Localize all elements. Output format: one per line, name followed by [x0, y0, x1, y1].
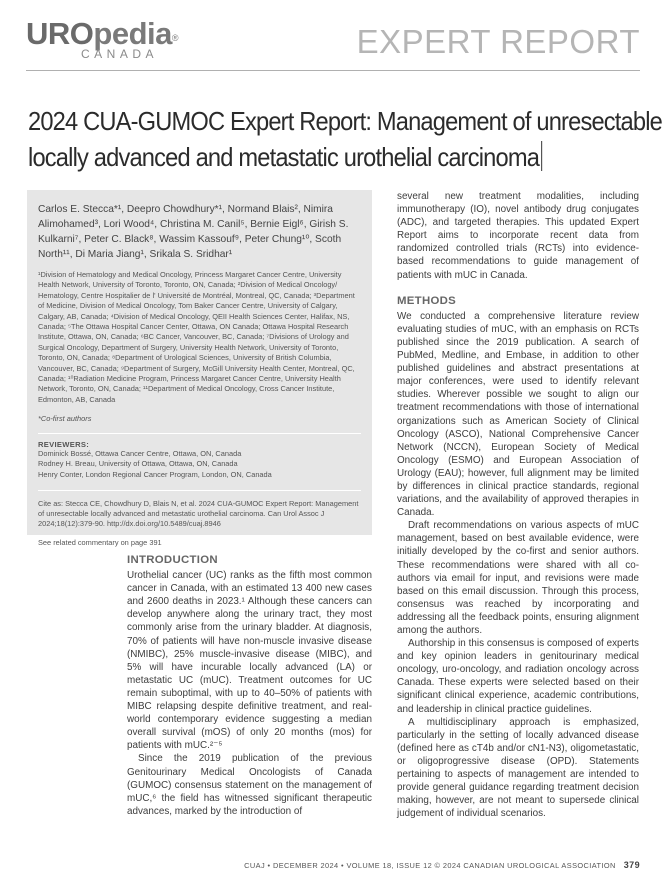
uropedia-logo[interactable] [26, 18, 178, 60]
methods-paragraph: We conducted a comprehensive literature review evaluating studies of mUC, with an emphasis on RCTs published since the 2019 publication. A search of PubMed, Medline, and Embase, in addition to other published guidelines and abstract presentations at major conferences, were used to identify relevant studies. Wherever possible we sought to align our treatment recommendations with those of international organizations such as American Society of Clinical Oncology (ASCO), National Comprehensive Cancer Network (NCCN), European Society of Medical Oncology (ESMO) and European Association of Urology (EAU); however, full alignment may be limited by differences in clinical practice standards, regional variations, and the availability of approved therapies in Canada. [397, 310, 639, 519]
title-line-2 [28, 139, 583, 175]
page-number: 379 [623, 860, 640, 870]
logo-registered-mark: ® [171, 33, 178, 43]
footer-journal-info: CUAJ • DECEMBER 2024 • VOLUME 18, ISSUE 12 © 2024 CANADIAN UROLOGICAL ASSOCIATION [244, 861, 616, 870]
reviewers-heading: REVIEWERS: [38, 440, 90, 450]
intro-paragraph: Since the 2019 publication of the previous Genitourinary Medical Oncologists of Canada (GUMOC) consensus statement on the management of mUC,⁶ the field has witnessed significant therapeutic advances, marked by the introduction of [127, 753, 372, 817]
methods-heading: METHODS [397, 294, 457, 307]
introduction-heading: INTRODUCTION [127, 554, 218, 566]
title-line-1: 2024 CUA-GUMOC Expert Report: Management of unresectable [28, 106, 663, 136]
author-info-box [27, 190, 372, 547]
reviewer-item: Rodney H. Breau, University of Ottawa, Ottawa, ON, Canada [38, 459, 238, 469]
section-label: EXPERT REPORT [356, 23, 640, 60]
affiliations: ¹Division of Hematology and Medical Oncology, Princess Margaret Cancer Centre, University Health Network, University of Toronto, Toronto, ON, Canada; ²Division of Medical Oncology/ Hematology, Centre Hospitalier de l' Université de Montréal, Montreal, QC, Canada; ³Department of Medicine, Division of Medical Oncology, Tom Baker Cancer Centre, University of Calgary, Calgary, AB, Canada; ⁴Division of Medical Oncology, QEII Health Sciences Center, Halifax, NS, Canada; ⁵The Ottawa Hospital Cancer Center, Ottawa, ON Canada; Ottawa Hospital Research Institute, Ottawa, ON, Canada; ⁶BC Cancer, Vancouver, BC, Canada; ⁷Divisions of Urology and Surgical Oncology, Department of Surgery, University Health Network, University of Toronto, Toronto, ON, Canada; ⁸Department of Urological Sciences, University of British Columbia, Vancouver, BC, Canada; ⁹Department of Surgery, McGill University Health Center, Montreal, QC, Canada; ¹⁰Radiation Medicine Program, Princess Margaret Cancer Centre, University Health Network, Toronto, ON, Canada; ¹¹Department of Medical Oncology, Cross Cancer Institute, Edmonton, AB, Canada [38, 270, 355, 404]
logo-pedia: pedia [93, 16, 172, 51]
introduction-column [127, 554, 372, 818]
reviewer-item: Dominick Bossé, Ottawa Cancer Centre, Ottawa, ON, Canada [38, 449, 242, 459]
page-footer [244, 860, 640, 870]
right-column [397, 190, 639, 820]
co-first-note: *Co-first authors [38, 414, 92, 424]
sidebar-divider [38, 490, 361, 491]
methods-paragraph: Draft recommendations on various aspects of mUC management, based on best available evidence, were initially developed by the co-first and senior authors. These recommendations were shared with all co-authors via email for input, and revisions were made based on this email discussion. Through this process, consensus was reached by incorporating and addressing all the feedback points, ensuring alignment among the authors. [397, 520, 639, 636]
article-title [28, 103, 663, 175]
header-divider [26, 70, 640, 71]
methods-paragraph: A multidisciplinary approach is emphasized, particularly in the setting of locally advanced disease (defined here as cT4b and/or cN1-N3), oligometastatic, or oligoprogressive disease (OPD). Statements pertaining to aspects of management are intended to provide general guidance regarding treatment decision making, however, are not meant to supersede clinical judgement of individual scenarios. [397, 716, 639, 820]
methods-paragraph: Authorship in this consensus is composed of experts and key opinion leaders in genitourinary medical oncology, uro-oncology, and radiation oncology across Canada. These experts were selected based on their significant clinical experience, academic contributions, and leadership in clinical practice guidelines. [397, 638, 639, 715]
page-header [0, 0, 663, 80]
logo-subtitle: CANADA [81, 47, 159, 61]
related-commentary-link[interactable]: See related commentary on page 391 [38, 537, 162, 547]
intro-continued-paragraph: several new treatment modalities, including immunotherapy (IO), novel antibody drug conjugates (ADC), and targeted therapies. This updated Expert Report aims to incorporate recent data from randomized controlled trials (RCTs) into evidence-based recommendations to guide management of patients with mUC in Canada. [397, 191, 639, 281]
author-list: Carlos E. Stecca*¹, Deepro Chowdhury*¹, Normand Blais², Nimira Alimohamed³, Lori Wood⁴, Christina M. Canil⁵, Bernie Eigl⁶, Girish S. Kulkarni⁷, Peter C. Black⁸, Wassim Kassouf⁹, Peter Chung¹⁰, Scoth North¹¹, Di Maria Jiang¹, Srikala S. Sridhar¹ [38, 204, 349, 260]
intro-paragraph: Urothelial cancer (UC) ranks as the fifth most common cancer in Canada, with an estimated 13 400 new cases and 2600 deaths in 2023.¹ Although these cancers can develop anywhere along the urinary tract, they most commonly arise from the urinary bladder. At diagnosis, 70% of patients will have non-muscle invasive disease (NMIBC), 25% muscle-invasive disease (MIBC), and 5% will have incurable locally advanced (LA) or metastatic UC (mUC). Treatment outcomes for UC remain suboptimal, with up to 40–50% of patients with MIBC relapsing despite definitive treatment, and real-world contemporary evidence suggesting a median overall survival (mOS) of only 20 months (mos) for patients with mUC.²⁻⁵ [127, 570, 372, 752]
logo-wordmark [26, 18, 178, 50]
logo-uro: URO [26, 16, 94, 51]
text-cursor [541, 141, 542, 171]
sidebar-divider [38, 433, 361, 434]
reviewer-item: Henry Conter, London Regional Cancer Program, London, ON, Canada [38, 469, 272, 479]
citation[interactable]: Cite as: Stecca CE, Chowdhury D, Blais N, et al. 2024 CUA-GUMOC Expert Report: Management of unresectable locally advanced and metastatic urothelial carcinoma. Can Urol Assoc J 2024;18(12):379-90. http://dx.doi.org/10.5489/cuaj.8946 [38, 498, 359, 529]
title-line-2-text: locally advanced and metastatic urothelial carcinoma [28, 142, 540, 172]
